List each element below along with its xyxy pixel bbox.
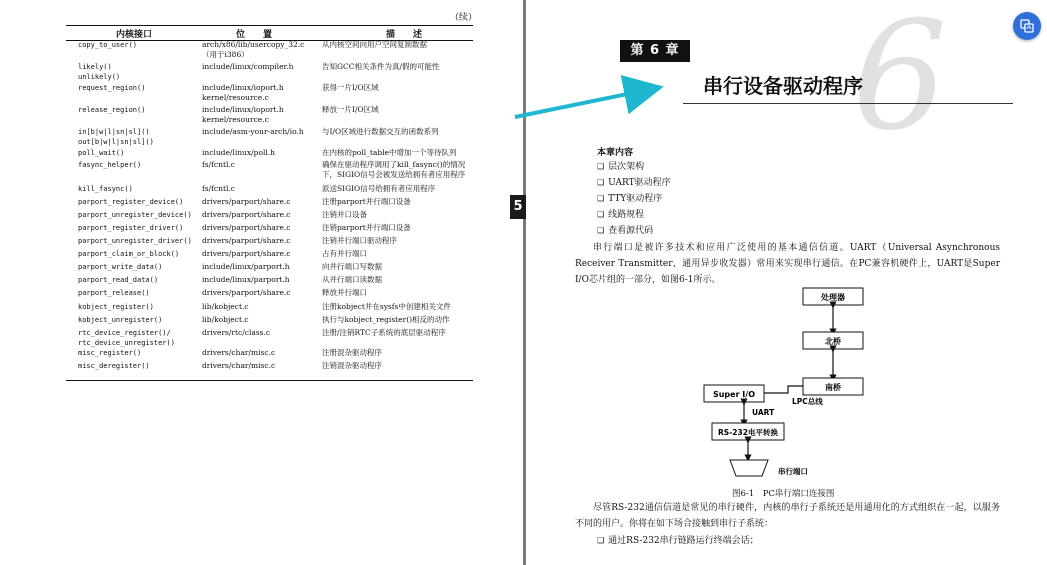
header-location: 位 置 bbox=[236, 30, 273, 40]
description-cell: 注销并口设备 bbox=[322, 210, 367, 219]
box-processor: 处理器 bbox=[821, 293, 845, 302]
chapter-title-rule bbox=[683, 103, 1013, 104]
chapter-title: 串行设备驱动程序 bbox=[703, 74, 863, 98]
toc-heading: 本章内容 bbox=[597, 148, 634, 158]
interface-cell: release_region() bbox=[78, 106, 146, 114]
location-cell: drivers/rtc/class.c bbox=[202, 328, 271, 337]
interface-cell: parport_read_data() bbox=[78, 276, 159, 284]
toc-item: ❑ 线路规程 bbox=[597, 207, 671, 223]
interface-cell: likely() unlikely() bbox=[78, 63, 121, 81]
description-cell: 执行与kobject_register()相反的动作 bbox=[322, 315, 450, 324]
description-cell: 向并行端口写数据 bbox=[322, 262, 382, 271]
interface-cell: misc_deregister() bbox=[78, 362, 150, 370]
interface-cell: parport_register_device() bbox=[78, 198, 184, 206]
chapter-number-watermark: 6 bbox=[852, 0, 948, 164]
description-cell: 注册/注销RTC子系统的底层驱动程序 bbox=[322, 328, 446, 337]
location-cell: include/linux/parport.h bbox=[202, 262, 290, 271]
chapter-tab-marker: 5 bbox=[510, 195, 526, 219]
chapter-badge: 第 6 章 bbox=[620, 40, 690, 62]
description-cell: 注册混杂驱动程序 bbox=[322, 348, 382, 357]
interface-cell: in[b|w|l|sn|sl]() out[b|w|l|sn|sl]() bbox=[78, 128, 154, 146]
interface-cell: rtc_device_register()/ rtc_device_unregister() bbox=[78, 329, 175, 347]
location-cell: drivers/parport/share.c bbox=[202, 236, 291, 245]
header-description: 描 述 bbox=[386, 30, 423, 40]
description-cell: 释放一片I/O区域 bbox=[322, 105, 379, 114]
interface-cell: kobject_unregister() bbox=[78, 316, 163, 324]
figure-caption: 图6-1 PC串行端口连接图 bbox=[732, 489, 835, 499]
interface-cell: parport_release() bbox=[78, 289, 150, 297]
location-cell: fs/fcntl.c bbox=[202, 160, 235, 169]
header-interface: 内核接口 bbox=[116, 30, 153, 40]
paragraph-body: 尽管RS-232通信信道是常见的串行硬件，内核的串行子系统还是用通用化的方式组织在一起，以服务不同的用户。你将在如下场合接触到串行子系统： bbox=[575, 503, 1000, 529]
interface-cell: parport_unregister_device() bbox=[78, 211, 192, 219]
location-cell: drivers/parport/share.c bbox=[202, 249, 291, 258]
label-serial-port: 串行端口 bbox=[778, 467, 808, 476]
location-cell: include/linux/poll.h bbox=[202, 148, 275, 157]
description-cell: 确保在驱动程序调用了kill_fasync()的情况 下，SIGIO信号会被发送给拥有者应用程序 bbox=[322, 160, 466, 179]
description-cell: 占有并行端口 bbox=[322, 249, 367, 258]
location-cell: include/linux/ioport.h kernel/resource.c bbox=[202, 83, 284, 102]
location-cell: arch/x86/lib/usercopy_32.c （用于i386） bbox=[202, 40, 305, 59]
box-super-io: Super I/O bbox=[712, 390, 756, 399]
interface-cell: poll_wait() bbox=[78, 149, 125, 157]
interface-cell: parport_register_driver() bbox=[78, 224, 184, 232]
continued-label: （续） bbox=[450, 13, 478, 23]
box-north-bridge: 北桥 bbox=[825, 337, 841, 346]
description-cell: 从内核空间向用户空间复制数据 bbox=[322, 40, 427, 49]
toc-item: ❑ 层次架构 bbox=[597, 159, 671, 175]
interface-cell: request_region() bbox=[78, 84, 146, 92]
location-cell: include/asm-your-arch/io.h bbox=[202, 127, 304, 136]
figure-6-1 bbox=[700, 282, 880, 482]
location-cell: drivers/parport/share.c bbox=[202, 288, 291, 297]
label-uart: UART bbox=[752, 408, 775, 417]
description-cell: 注册parport并行端口设备 bbox=[322, 197, 411, 206]
interface-cell: parport_unregister_driver() bbox=[78, 237, 192, 245]
interface-cell: parport_write_data() bbox=[78, 263, 163, 271]
description-cell: 与I/O区域进行数据交互的函数系列 bbox=[322, 127, 439, 136]
translate-button[interactable] bbox=[1013, 12, 1041, 40]
interface-cell: kobject_register() bbox=[78, 303, 154, 311]
location-cell: include/linux/ioport.h kernel/resource.c bbox=[202, 105, 284, 124]
description-cell: 告知GCC相关条件为真/假的可能性 bbox=[322, 62, 440, 71]
toc-list bbox=[597, 159, 671, 239]
description-cell: 注册kobject并在sysfs中创建相关文件 bbox=[322, 302, 451, 311]
description-cell: 释放并行端口 bbox=[322, 288, 367, 297]
description-cell: 注销混杂驱动程序 bbox=[322, 361, 382, 370]
toc-item: ❑ TTY驱动程序 bbox=[597, 191, 671, 207]
location-cell: drivers/parport/share.c bbox=[202, 223, 291, 232]
interface-cell: copy_to_user() bbox=[78, 41, 138, 49]
location-cell: drivers/parport/share.c bbox=[202, 197, 291, 206]
label-lpc-bus: LPC总线 bbox=[792, 397, 823, 406]
location-cell: fs/fcntl.c bbox=[202, 184, 235, 193]
translate-icon bbox=[1020, 19, 1034, 33]
description-cell: 注销parport并行端口设备 bbox=[322, 223, 411, 232]
interface-cell: fasync_helper() bbox=[78, 161, 142, 169]
interface-cell: misc_register() bbox=[78, 349, 142, 357]
location-cell: drivers/parport/share.c bbox=[202, 210, 291, 219]
description-cell: 获得一片I/O区域 bbox=[322, 83, 379, 92]
location-cell: include/linux/compiler.h bbox=[202, 62, 294, 71]
description-cell: 注销并行端口驱动程序 bbox=[322, 236, 397, 245]
location-cell: lib/kobject.c bbox=[202, 315, 249, 324]
paragraph-intro: 串行端口是被许多技术和应用广泛使用的基本通信信道。UART（Universal Asynchronous Receiver Transmitter，通用异步收发器）常用来实现串行通信。在PC兼容机硬件上，UART是Super I/O芯片组的一部分，如图6-1所示。 bbox=[575, 243, 1000, 285]
interface-cell: kill_fasync() bbox=[78, 185, 133, 193]
box-south-bridge: 南桥 bbox=[825, 383, 841, 392]
toc-item: ❑ 查看源代码 bbox=[597, 223, 671, 239]
toc-item: ❑ UART驱动程序 bbox=[597, 175, 671, 191]
description-cell: 派送SIGIO信号给拥有者应用程序 bbox=[322, 184, 436, 193]
bullet-item: ❑ 通过RS-232串行链路运行终端会话； bbox=[597, 533, 759, 546]
location-cell: include/linux/parport.h bbox=[202, 275, 290, 284]
location-cell: drivers/char/misc.c bbox=[202, 348, 276, 357]
box-rs232: RS-232电平转换 bbox=[718, 428, 778, 437]
location-cell: drivers/char/misc.c bbox=[202, 361, 276, 370]
location-cell: lib/kobject.c bbox=[202, 302, 249, 311]
description-cell: 从并行端口读数据 bbox=[322, 275, 382, 284]
interface-cell: parport_claim_or_block() bbox=[78, 250, 180, 258]
description-cell: 在内核的poll_table中增加一个等待队列 bbox=[322, 148, 457, 157]
